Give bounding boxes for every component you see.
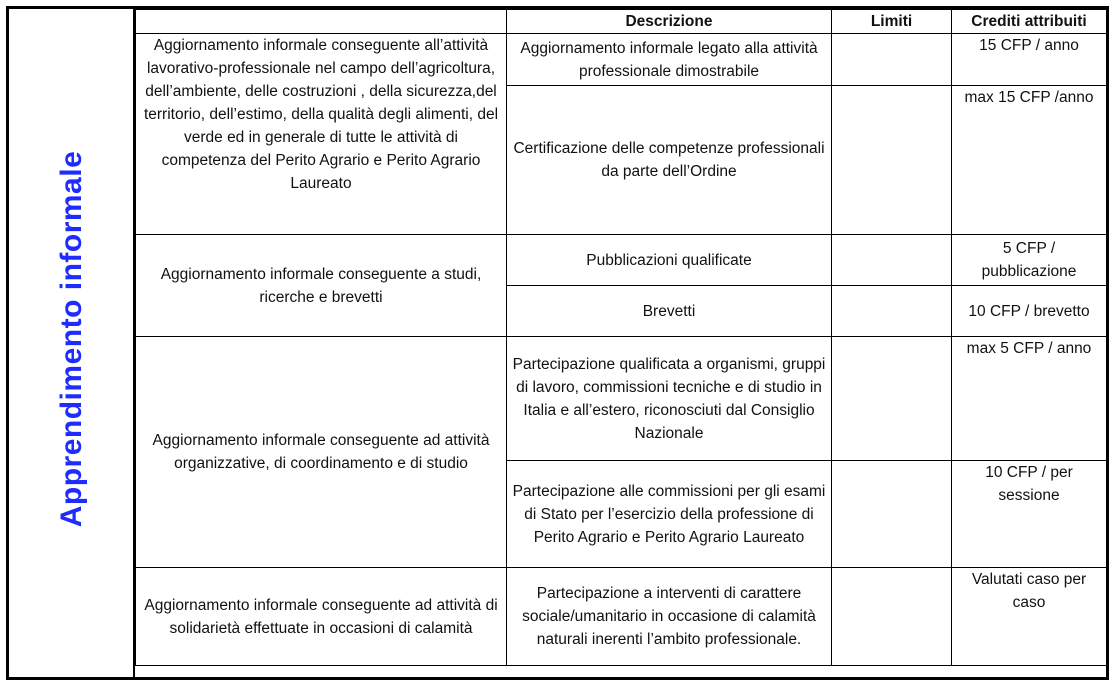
side-label: Apprendimento informale — [55, 150, 88, 528]
description-cell: Partecipazione qualificata a organismi, gruppi di lavoro, commissioni tecniche e di studio in Italia e all’estero, riconosciuti dal Consiglio Nazionale — [507, 337, 832, 461]
table-row — [136, 235, 1107, 286]
category-cell: Aggiornamento informale conseguente ad attività di solidarietà effettuate in occasioni di calamità — [136, 568, 507, 666]
header-row — [136, 10, 1107, 34]
table-row — [136, 568, 1107, 666]
description-cell: Pubblicazioni qualificate — [507, 235, 832, 286]
credits-table — [135, 9, 1107, 666]
table-row — [136, 34, 1107, 86]
credits-cell: max 15 CFP /anno — [952, 86, 1107, 235]
description-cell: Brevetti — [507, 286, 832, 337]
description-cell: Partecipazione a interventi di carattere sociale/umanitario in occasione di calamità naturali inerenti l’ambito professionale. — [507, 568, 832, 666]
credits-cell: 10 CFP / per sessione — [952, 461, 1107, 568]
table-frame — [6, 6, 1109, 680]
table-row — [136, 337, 1107, 461]
description-cell: Partecipazione alle commissioni per gli esami di Stato per l’esercizio della professione di Perito Agrario e Perito Agrario Laureato — [507, 461, 832, 568]
limits-cell — [832, 568, 952, 666]
credits-cell: 10 CFP / brevetto — [952, 286, 1107, 337]
description-cell: Aggiornamento informale legato alla attività professionale dimostrabile — [507, 34, 832, 86]
credits-cell: 15 CFP / anno — [952, 34, 1107, 86]
description-cell: Certificazione delle competenze professionali da parte dell’Ordine — [507, 86, 832, 235]
credits-cell: max 5 CFP / anno — [952, 337, 1107, 461]
category-cell: Aggiornamento informale conseguente ad attività organizzative, di coordinamento e di studio — [136, 337, 507, 568]
limits-cell — [832, 337, 952, 461]
side-panel — [9, 9, 135, 677]
header-description: Descrizione — [507, 10, 832, 34]
header-credits: Crediti attribuiti — [952, 10, 1107, 34]
credits-cell: Valutati caso per caso — [952, 568, 1107, 666]
header-limits: Limiti — [832, 10, 952, 34]
header-category — [136, 10, 507, 34]
limits-cell — [832, 86, 952, 235]
credits-cell: 5 CFP / pubblicazione — [952, 235, 1107, 286]
category-cell: Aggiornamento informale conseguente a studi, ricerche e brevetti — [136, 235, 507, 337]
category-cell: Aggiornamento informale conseguente all’attività lavorativo-professionale nel campo dell’agricoltura, dell’ambiente, delle costruzioni , della sicurezza,del territorio, dell’estimo, della qualità degli alimenti, del verde ed in generale di tutte le attività di competenza del Perito Agrario e Perito Agrario Laureato — [136, 34, 507, 235]
limits-cell — [832, 34, 952, 86]
limits-cell — [832, 235, 952, 286]
limits-cell — [832, 461, 952, 568]
limits-cell — [832, 286, 952, 337]
